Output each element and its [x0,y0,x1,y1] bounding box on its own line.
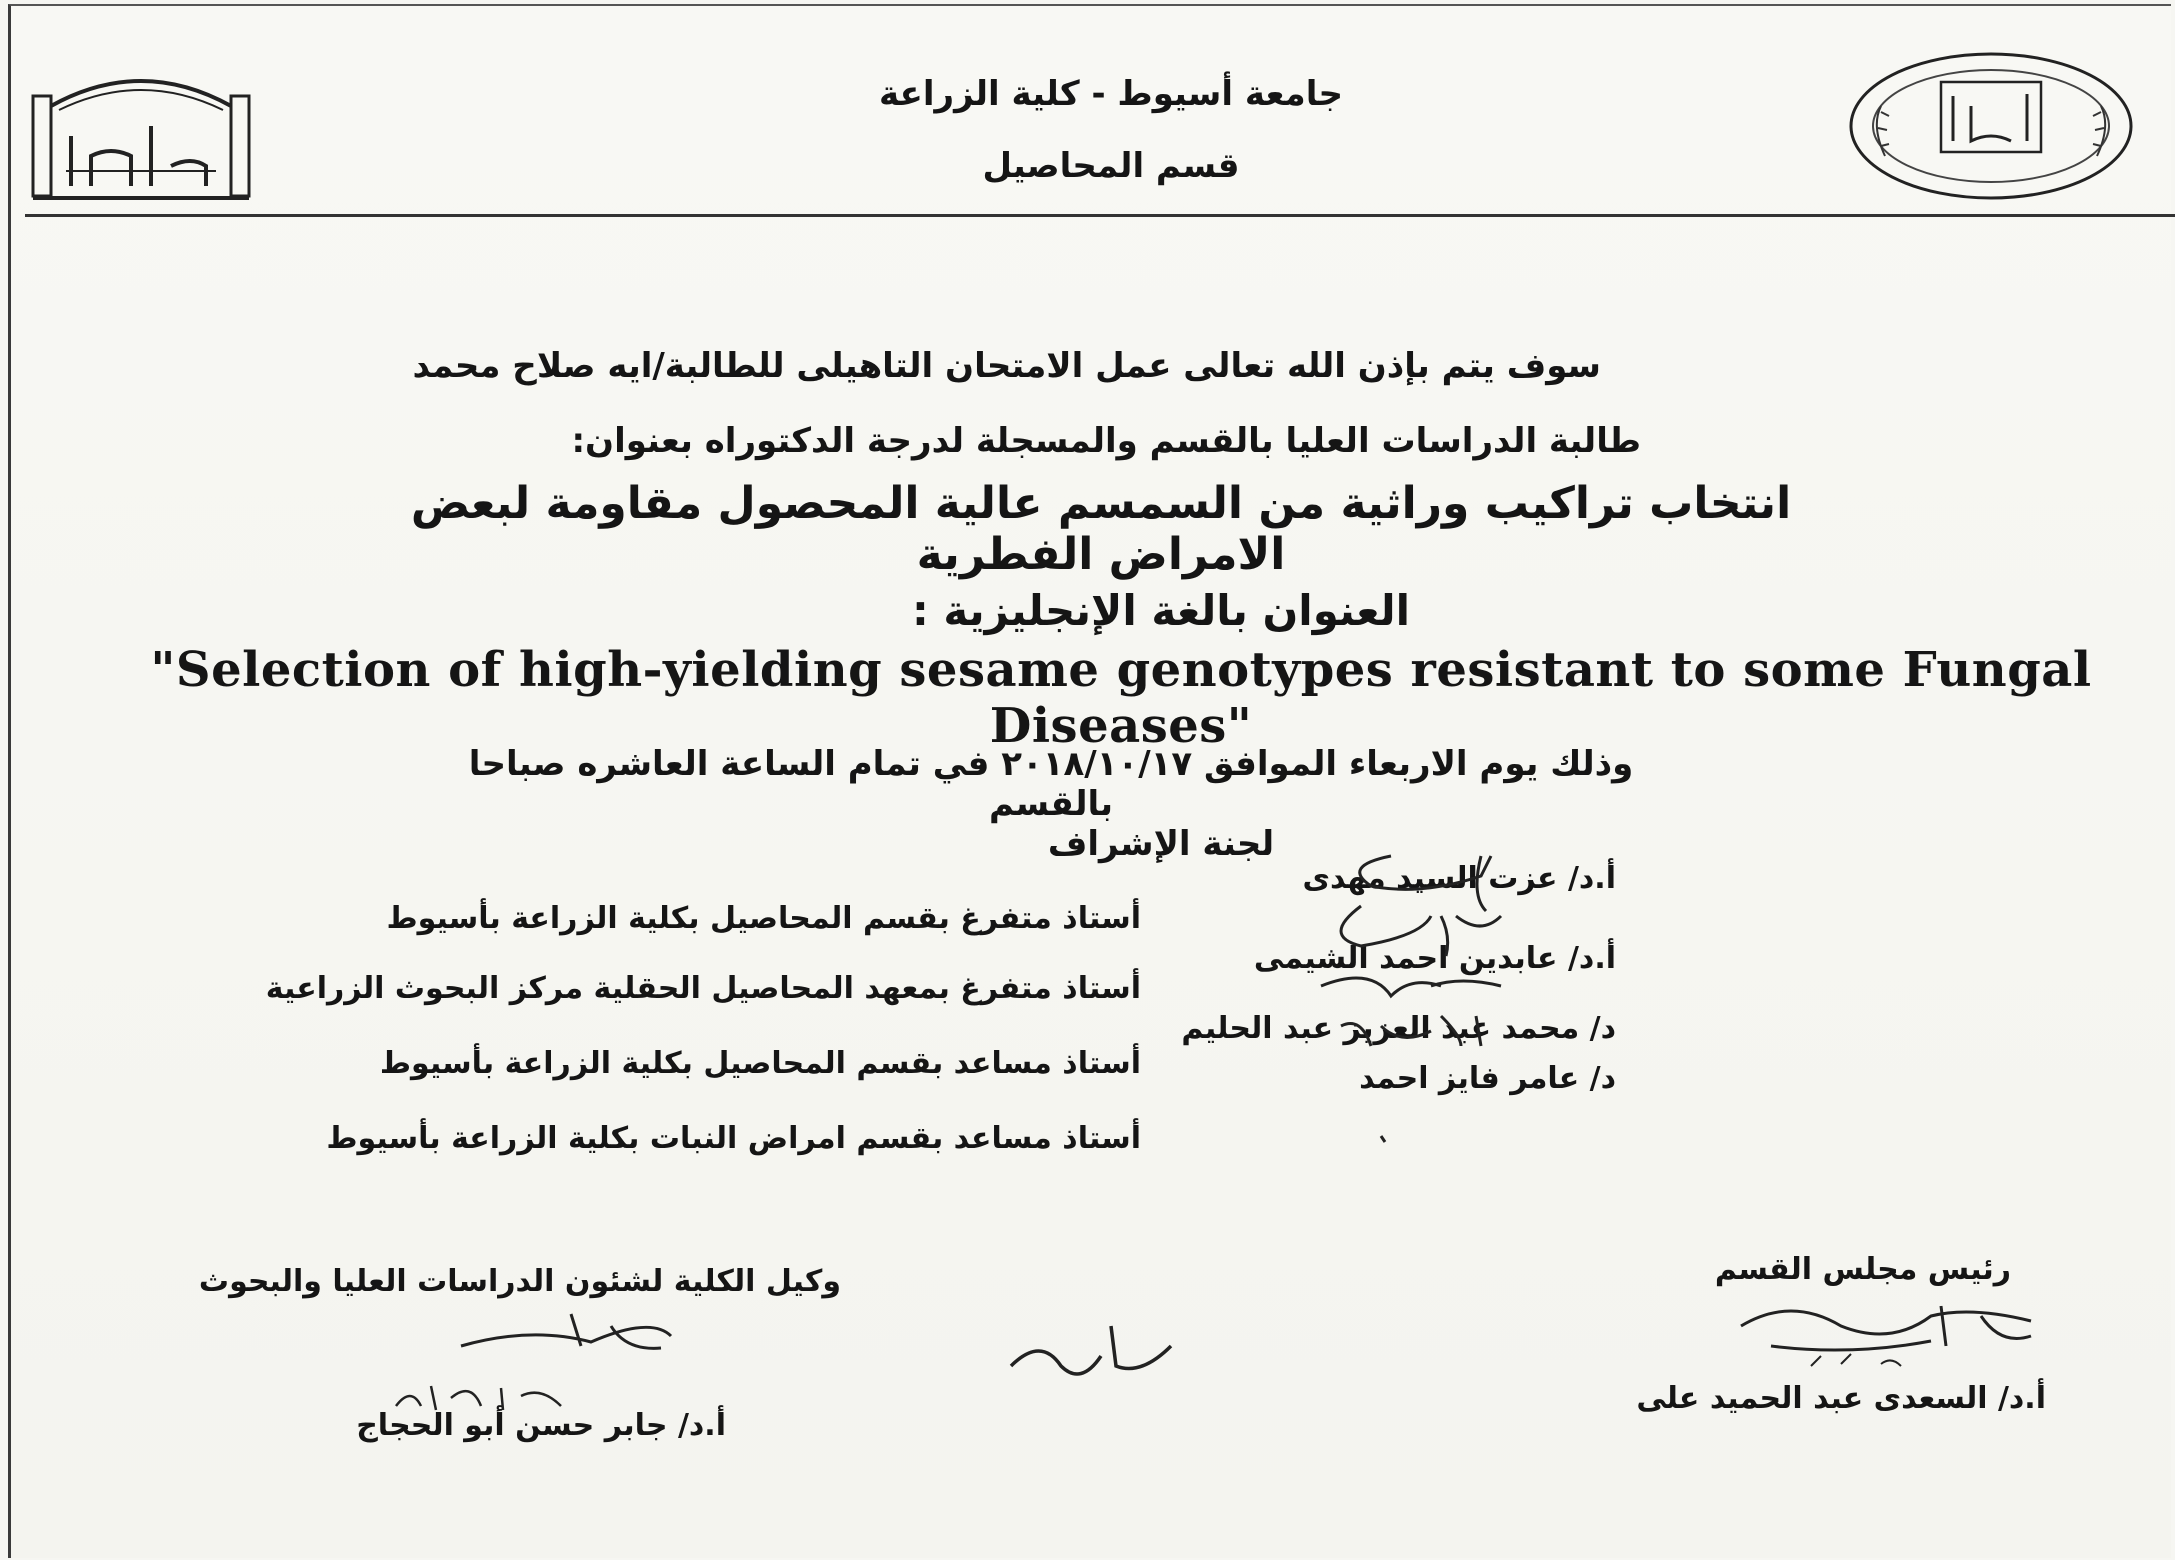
committee-member-name: أ.د/ عزت السيد مهدى [1302,861,1616,896]
english-title-label: العنوان بالغة الإنجليزية : [911,586,1411,635]
committee-signatures [1281,836,1541,1156]
assiut-university-logo-icon [31,66,251,206]
committee-member-name: د/ محمد عبد العزيز عبد الحليم [1181,1011,1616,1046]
committee-member-position: أستاذ مساعد بقسم المحاصيل بكلية الزراعة بأسيوط [379,1046,1141,1081]
faculty-of-agriculture-seal-icon [1841,46,2141,206]
handwritten-annotation [1001,1306,1181,1386]
document-page [8,4,2171,1558]
announcement-line-1: سوف يتم بإذن الله تعالى عمل الامتحان التاهيلى للطالبة/ايه صلاح محمد [412,346,1601,386]
university-faculty-heading: جامعة أسيوط - كلية الزراعة [879,74,1343,114]
header-divider [25,214,2175,217]
head-of-department-signature [1731,1286,2061,1376]
committee-member-position: أستاذ متفرغ بقسم المحاصيل بكلية الزراعة بأسيوط [386,901,1141,936]
committee-heading: لجنة الإشراف [1047,824,1275,864]
announcement-line-2: طالبة الدراسات العليا بالقسم والمسجلة لدرجة الدكتوراه بعنوان: [571,421,1641,461]
committee-member-name: أ.د/ عابدين احمد الشيمى [1253,941,1616,976]
head-of-department-name: أ.د/ السعدى عبد الحميد على [1636,1381,2046,1416]
vice-dean-signature [451,1306,681,1366]
committee-member-position: أستاذ مساعد بقسم امراض النبات بكلية الزراعة بأسيوط [326,1121,1141,1156]
english-thesis-title: "Selection of high-yielding sesame genotypes resistant to some Fungal Diseases" [150,642,2092,754]
vice-dean-name: أ.د/ جابر حسن أبو الحجاج [356,1408,726,1443]
department-heading: قسم المحاصيل [982,146,1240,186]
arabic-thesis-title: انتخاب تراكيب وراثية من السمسم عالية المحصول مقاومة لبعض الامراض الفطرية [410,478,1792,580]
committee-member-position: أستاذ متفرغ بمعهد المحاصيل الحقلية مركز البحوث الزراعية [265,971,1141,1006]
vice-dean-title: وكيل الكلية لشئون الدراسات العليا والبحوث [198,1264,841,1299]
committee-member-name: د/ عامر فايز احمد [1359,1061,1616,1096]
head-of-department-title: رئيس مجلس القسم [1714,1252,2011,1287]
exam-schedule-line: وذلك يوم الاربعاء الموافق ٢٠١٨/١٠/١٧ في تمام الساعة العاشره صباحا بالقسم [468,744,1634,824]
